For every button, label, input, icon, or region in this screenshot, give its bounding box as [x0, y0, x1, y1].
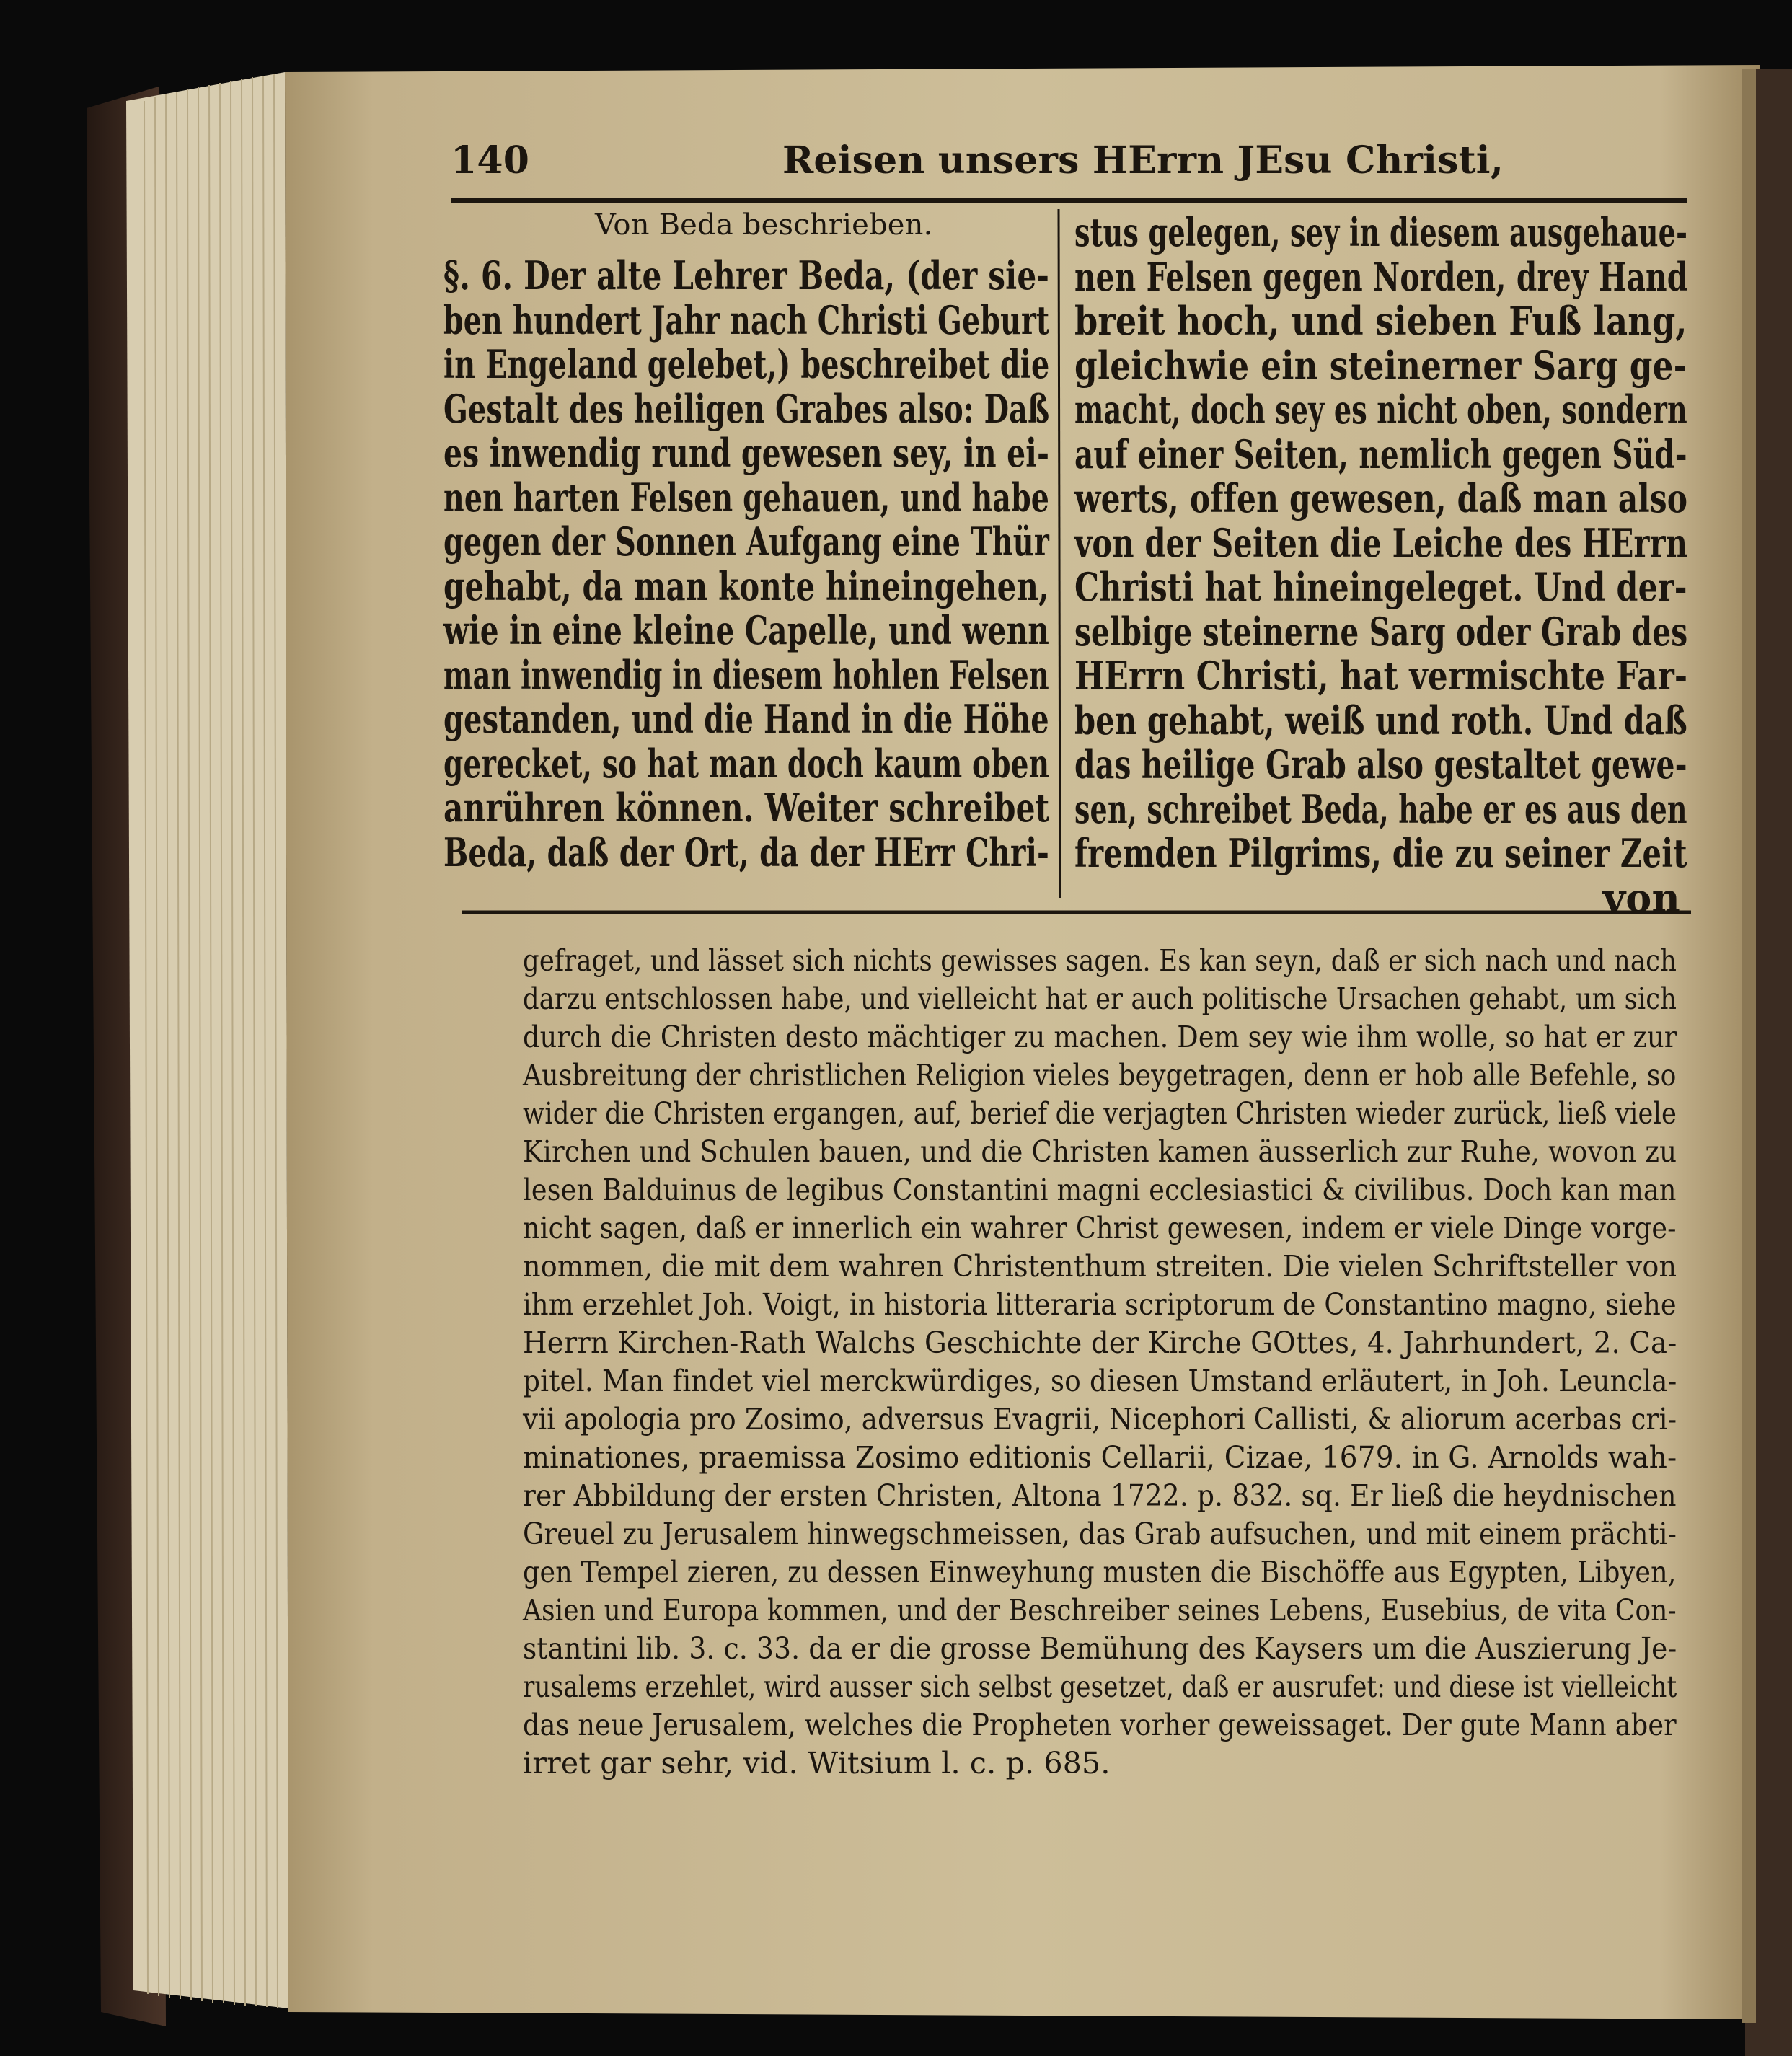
footnote-line: Greuel zu Jerusalem hinwegschmeissen, das Grab aufsuchen, und mit einem prächti- — [523, 1517, 1677, 1551]
right-line: werts, offen gewesen, daß man also — [1074, 475, 1688, 521]
footnote-line: Herrn Kirchen-Rath Walchs Geschichte der Kirche GOttes, 4. Jahrhundert, 2. Ca- — [523, 1325, 1677, 1360]
footnote-line: gen Tempel zieren, zu dessen Einweyhung musten die Bischöffe aus Egypten, Libyen, — [523, 1555, 1677, 1589]
right-line: gleichwie ein steinerner Sarg ge- — [1074, 342, 1687, 389]
left-line: ben hundert Jahr nach Christi Geburt — [443, 296, 1050, 343]
footnote-line: Kirchen und Schulen bauen, und die Christen kamen äusserlich zur Ruhe, wovon zu — [523, 1134, 1677, 1169]
left-line: Gestalt des heiligen Grabes also: Daß — [443, 385, 1050, 432]
footnote-line: rer Abbildung der ersten Christen, Altona 1722. p. 832. sq. Er ließ die heydnischen — [523, 1478, 1677, 1513]
footnote-text — [523, 942, 1792, 1783]
footnote-line: nicht sagen, daß er innerlich ein wahrer Christ gewesen, indem er viele Dinge vorge- — [523, 1211, 1677, 1245]
left-line: gegen der Sonnen Aufgang eine Thür — [443, 519, 1049, 565]
footnote-line: minationes, praemissa Zosimo editionis Cellarii, Cizae, 1679. in G. Arnolds wah- — [523, 1440, 1677, 1475]
footnote-line: das neue Jerusalem, welches die Propheten vorher geweissaget. Der gute Mann aber — [523, 1708, 1677, 1742]
right-line: macht, doch sey es nicht oben, sondern — [1074, 387, 1687, 433]
right-line: breit hoch, und sieben Fuß lang, — [1074, 298, 1687, 344]
left-line: anrühren können. Weiter schreibet — [443, 785, 1050, 831]
footnote-line: ihm erzehlet Joh. Voigt, in historia litteraria scriptorum de Constantino magno, siehe — [523, 1287, 1677, 1322]
left-line: Beda, daß der Ort, da der HErr Chri- — [443, 829, 1049, 875]
footnote-line: pitel. Man findet viel merckwürdiges, so diesen Umstand erläutert, in Joh. Leuncla- — [523, 1364, 1677, 1398]
footnote-line: darzu entschlossen habe, und vielleicht hat er auch politische Ursachen gehabt, um sich — [523, 981, 1677, 1016]
footnote-line: rusalems erzehlet, wird ausser sich selbst gesetzet, daß er ausrufet: und diese ist vielleicht — [523, 1669, 1677, 1704]
section-subheading: Von Beda beschrieben. — [595, 208, 933, 242]
running-header: Reisen unsers HErrn JEsu Christi, — [782, 138, 1504, 182]
right-line: von der Seiten die Leiche des HErrn — [1074, 519, 1688, 566]
right-line: fremden Pilgrims, die zu seiner Zeit — [1074, 830, 1687, 876]
footnote-line: gefraget, und lässet sich nichts gewisses sagen. Es kan seyn, daß er sich nach und nach — [523, 943, 1677, 978]
left-line: es inwendig rund gewesen sey, in ei- — [443, 430, 1050, 476]
footnote-line: lesen Balduinus de legibus Constantini magni ecclesiastici & civilibus. Doch kan man — [523, 1173, 1677, 1207]
left-line: gerecket, so hat man doch kaum oben — [443, 740, 1050, 787]
right-line: HErrn Christi, hat vermischte Far- — [1074, 653, 1688, 699]
right-line: das heilige Grab also gestaltet gewe- — [1074, 741, 1687, 787]
left-line: wie in eine kleine Capelle, und wenn — [443, 607, 1049, 653]
left-line: §. 6. Der alte Lehrer Beda, (der sie- — [443, 252, 1050, 299]
left-line: gestanden, und die Hand in die Höhe — [443, 696, 1049, 742]
footnote-line: nommen, die mit dem wahren Christenthum streiten. Die vielen Schriftsteller von — [523, 1249, 1677, 1284]
footnote-line: wider die Christen ergangen, auf, berief die verjagten Christen wieder zurück, ließ viele — [523, 1096, 1677, 1131]
right-column-text — [1074, 211, 1792, 920]
right-line: von — [1602, 874, 1680, 921]
right-line: ben gehabt, weiß und roth. Und daß — [1074, 697, 1687, 744]
footnote-line: durch die Christen desto mächtiger zu machen. Dem sey wie ihm wolle, so hat er zur — [523, 1020, 1677, 1054]
left-line: man inwendig in diesem hohlen Felsen — [443, 651, 1049, 698]
left-line: in Engeland gelebet,) beschreibet die — [443, 341, 1050, 387]
footnote-line: stantini lib. 3. c. 33. da er die grosse Bemühung des Kaysers um die Auszierung Je- — [523, 1631, 1677, 1666]
right-line: Christi hat hineingeleget. Und der- — [1074, 564, 1687, 610]
footnote-line: irret gar sehr, vid. Witsium l. c. p. 685. — [523, 1746, 1111, 1781]
right-line: stus gelegen, sey in diesem ausgehaue- — [1074, 209, 1688, 255]
right-line: nen Felsen gegen Norden, drey Hand — [1074, 253, 1688, 300]
footnote-line: Asien und Europa kommen, und der Beschreiber seines Lebens, Eusebius, de vita Con- — [523, 1593, 1677, 1628]
right-line: auf einer Seiten, nemlich gegen Süd- — [1074, 431, 1687, 477]
right-line: sen, schreibet Beda, habe er es aus den — [1074, 785, 1687, 832]
left-line: gehabt, da man konte hineingehen, — [443, 562, 1049, 609]
left-line: nen harten Felsen gehauen, und habe — [443, 474, 1050, 521]
footnote-line: vii apologia pro Zosimo, adversus Evagrii, Nicephori Callisti, & aliorum acerbas cri- — [523, 1402, 1677, 1437]
right-line: selbige steinerne Sarg oder Grab des — [1074, 608, 1688, 655]
footnote-line: Ausbreitung der christlichen Religion vieles beygetragen, denn er hob alle Befehle, so — [523, 1058, 1677, 1093]
page-number: 140 — [451, 138, 530, 182]
